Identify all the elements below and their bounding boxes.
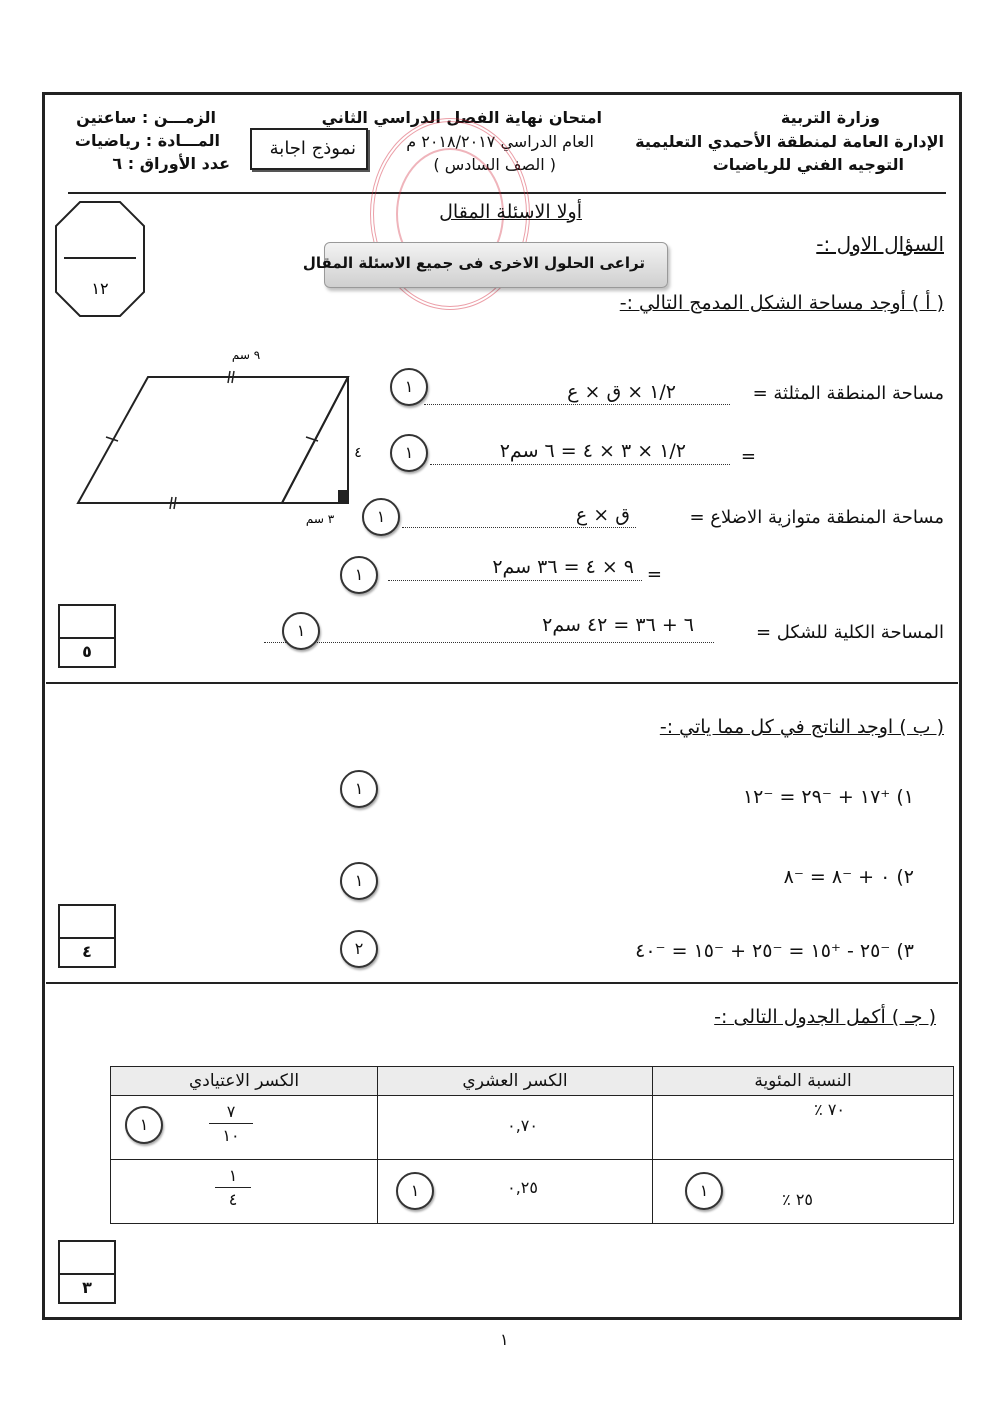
- row1-fraction-denominator: ١٠: [222, 1126, 240, 1145]
- header-subject: المـــادة : رياضيات: [74, 131, 220, 150]
- mark-a2: ١: [390, 434, 428, 472]
- row1-decimal: ٠,٧٠: [507, 1116, 538, 1135]
- row2-percent: ٢٥ ٪: [782, 1190, 813, 1209]
- fraction-bar: [215, 1187, 251, 1188]
- part-c-score-box: [58, 1240, 116, 1304]
- part-a-line3-value: ق × ع: [575, 504, 630, 526]
- answer-key-label: نموذج اجابة: [269, 138, 356, 159]
- mark-a3: ١: [362, 498, 400, 536]
- note-banner: [302, 242, 668, 288]
- part-a-line4-value: ٩ × ٤ = ٣٦ سم٢: [492, 556, 634, 578]
- part-c-score: ٣: [82, 1278, 92, 1297]
- figure-label-height: ٤: [354, 445, 362, 461]
- row1-fraction: [209, 1102, 253, 1145]
- part-a-line1-label: مساحة المنطقة المثلثة =: [752, 383, 944, 404]
- table-header-row: [111, 1067, 954, 1096]
- part-c-title: ( جـ ) أكمل الجدول التالى :-: [714, 1006, 936, 1028]
- mark-a5: ١: [282, 612, 320, 650]
- figure-label-top: ٩ سم: [231, 348, 261, 362]
- parallelogram-shape: [78, 377, 348, 503]
- part-a-title: ( أ ) أوجد مساحة الشكل المدمج التالي :-: [619, 292, 944, 314]
- part-a-line5-label: المساحة الكلية للشكل =: [756, 622, 944, 643]
- part-a-line1-value: ١/٢ × ق × ع: [567, 381, 676, 403]
- row1-percent-cell: [653, 1096, 954, 1160]
- part-b-item2: ٢) ٠ + ⁻٨ = ⁻٨: [783, 866, 914, 888]
- part-a-line2-dots: [430, 464, 730, 465]
- part-b-title: ( ب ) اوجد الناتج في كل مما ياتي :-: [659, 716, 944, 738]
- header-duration: الزمـــن : ساعتين: [76, 108, 216, 127]
- header-page-count: عدد الأوراق : ٦: [112, 154, 230, 173]
- part-a-line3-dots: [402, 527, 636, 528]
- row1-decimal-cell: [378, 1096, 653, 1160]
- table-row: [111, 1160, 954, 1224]
- header-directorate: الإدارة العامة لمنطقة الأحمدي التعليمية: [635, 132, 944, 151]
- part-a-line2-label: =: [740, 446, 756, 467]
- row1-fraction-cell: [111, 1096, 378, 1160]
- question1-title: السؤال الاول :-: [816, 232, 944, 256]
- row2-percent-cell: [653, 1160, 954, 1224]
- mark-b1: ١: [340, 770, 378, 808]
- mark-b2: ١: [340, 862, 378, 900]
- part-a-score-box: [58, 604, 116, 668]
- mark-a1: ١: [390, 368, 428, 406]
- mark-b3: ٢: [340, 930, 378, 968]
- header-ministry: وزارة التربية: [780, 108, 880, 127]
- composite-shape-figure: [70, 345, 370, 535]
- header-exam-title: امتحان نهاية الفصل الدراسي الثاني: [321, 108, 602, 127]
- mark-c1: ١: [125, 1106, 163, 1144]
- row2-decimal-cell: [378, 1160, 653, 1224]
- part-b-item1: ١) ⁺١٧ + ⁻٢٩ = ⁻١٢: [742, 786, 914, 808]
- row2-fraction: [215, 1166, 251, 1209]
- row2-fraction-numerator: ١: [228, 1166, 238, 1185]
- part-b-score: ٤: [82, 942, 92, 961]
- total-score-value: ١٢: [91, 279, 109, 298]
- part-a-line1-dots: [424, 404, 730, 405]
- part-a-line5-value: ٦ + ٣٦ = ٤٢ سم٢: [542, 614, 694, 636]
- section-title: أولا الاسئلة المقال: [439, 201, 582, 223]
- header-grade: ( الصف السادس ): [433, 155, 556, 174]
- part-b-item3: ٣) ⁻٢٥ - ⁺١٥ = ⁻٢٥ + ⁻١٥ = ⁻٤٠: [635, 940, 914, 962]
- answer-key-box: [250, 128, 368, 170]
- table-header-decimal: الكسر العشري: [378, 1067, 653, 1096]
- table-header-percent: النسبة المئوية: [653, 1067, 954, 1096]
- row1-percent: ٧٠ ٪: [814, 1100, 845, 1119]
- part-b-score-box: [58, 904, 116, 968]
- row2-decimal: ٠,٢٥: [507, 1178, 538, 1197]
- row1-fraction-numerator: ٧: [226, 1102, 236, 1121]
- header-academic-year: العام الدراسي ٢٠١٨/٢٠١٧ م: [406, 132, 594, 151]
- table-row: [111, 1096, 954, 1160]
- mark-c2: ١: [396, 1172, 434, 1210]
- header-department: التوجيه الفني للرياضيات: [712, 155, 904, 174]
- table-header-fraction: الكسر الاعتيادي: [111, 1067, 378, 1096]
- mark-a4: ١: [340, 556, 378, 594]
- page-number: ١: [500, 1330, 509, 1349]
- part-a-line2-value: ١/٢ × ٣ × ٤ = ٦ سم٢: [499, 440, 686, 462]
- fraction-table: [110, 1066, 954, 1224]
- row2-fraction-denominator: ٤: [228, 1190, 238, 1209]
- part-a-line5-dots: [264, 642, 714, 643]
- note-banner-text: تراعى الحلول الاخرى فى جميع الاسئلة المقال: [302, 254, 645, 272]
- part-a-line4-label: =: [646, 564, 662, 585]
- part-a-score: ٥: [82, 642, 92, 661]
- part-a-line4-dots: [388, 580, 642, 581]
- mark-c3: ١: [685, 1172, 723, 1210]
- row2-fraction-cell: [111, 1160, 378, 1224]
- divider-a-b: [46, 682, 958, 684]
- part-a-line3-label: مساحة المنطقة متوازية الاضلاع =: [689, 507, 944, 528]
- figure-label-bottom: ٣ سم: [305, 512, 335, 526]
- divider-b-c: [46, 982, 958, 984]
- total-score-badge: [54, 200, 146, 318]
- right-angle-marker: [338, 490, 348, 503]
- fraction-bar: [209, 1123, 253, 1124]
